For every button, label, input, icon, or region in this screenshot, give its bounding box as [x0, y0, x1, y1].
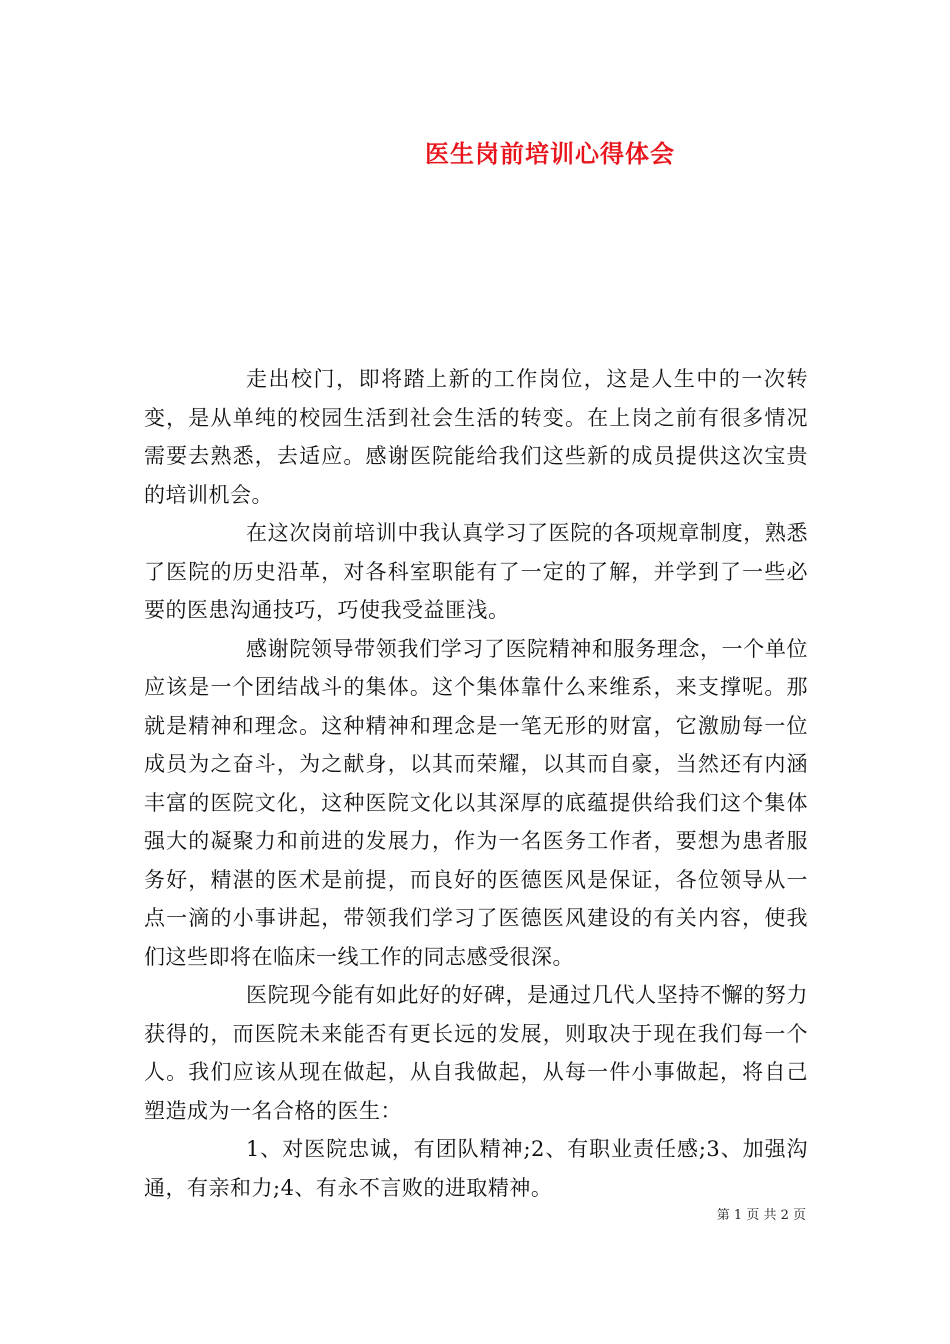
paragraph-4: 医院现今能有如此好的好碑，是通过几代人坚持不懈的努力获得的，而医院未来能否有更长远的发展，则取决于现在我们每一个人。我们应该从现在做起，从自我做起，从每一件小事做起，将自己塑造成为一名合格的医生： — [144, 983, 808, 1123]
paragraph-2: 在这次岗前培训中我认真学习了医院的各项规章制度，熟悉了医院的历史沿革，对各科室职能有了一定的了解，并学到了一些必要的医患沟通技巧，巧使我受益匪浅。 — [144, 521, 808, 622]
page-number-footer: 第 1 页 共 2 页 — [716, 1208, 806, 1223]
paragraph-5: 1、对医院忠诚，有团队精神;2、有职业责任感;3、加强沟通，有亲和力;4、有永不言败的进取精神。 — [144, 1137, 808, 1200]
paragraph-3: 感谢院领导带领我们学习了医院精神和服务理念，一个单位应该是一个团结战斗的集体。这个集体靠什么来维系，来支撑呢。那就是精神和理念。这种精神和理念是一笔无形的财富，它激励每一位成员为之奋斗，为之献身，以其而荣耀，以其而自豪，当然还有内涵丰富的医院文化，这种医院文化以其深厚的底蕴提供给我们这个集体强大的凝聚力和前进的发展力，作为一名医务工作者，要想为患者服务好，精湛的医术是前提，而良好的医德医风是保证，各位领导从一点一滴的小事讲起，带领我们学习了医德医风建设的有关内容，使我们这些即将在临床一线工作的同志感受很深。 — [144, 636, 808, 969]
document-title: 医生岗前培训心得体会 — [425, 139, 675, 168]
document-body — [144, 360, 808, 1207]
paragraph-1: 走出校门，即将踏上新的工作岗位，这是人生中的一次转变，是从单纯的校园生活到社会生活的转变。在上岗之前有很多情况需要去熟悉，去适应。感谢医院能给我们这些新的成员提供这次宝贵的培训机会。 — [144, 367, 808, 507]
